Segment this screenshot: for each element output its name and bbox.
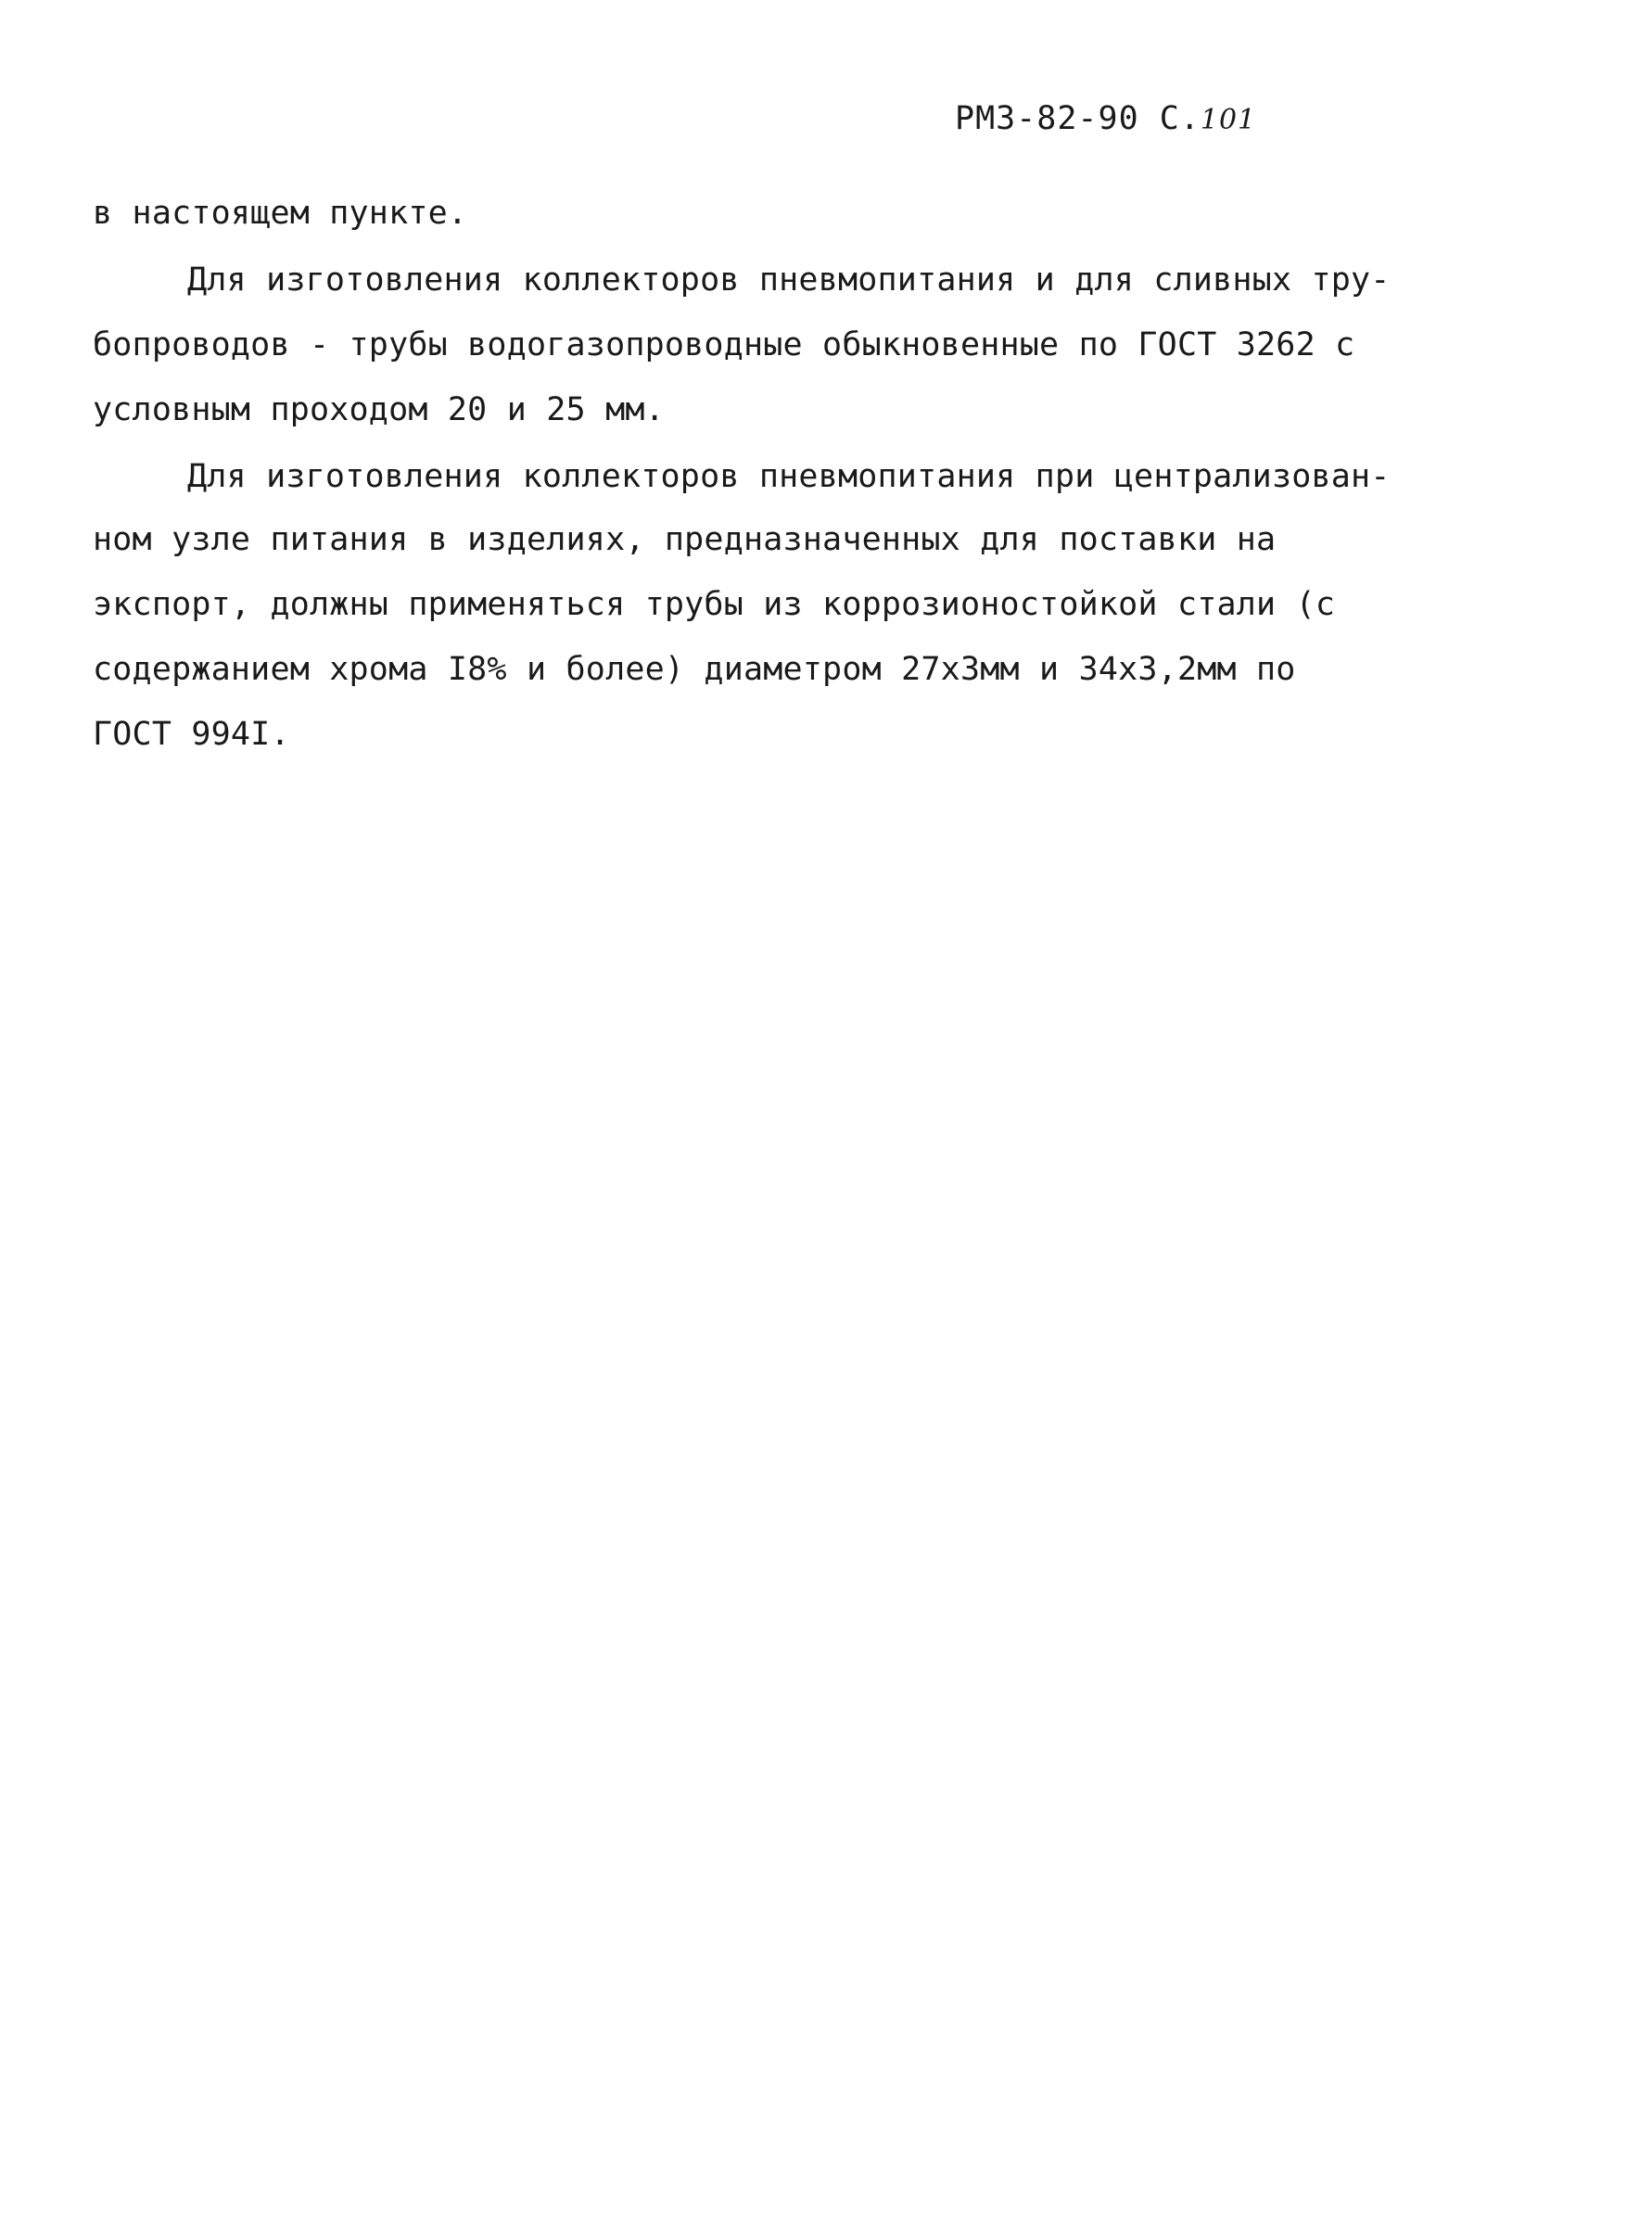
paragraph-2-line-1: Для изготовления коллекторов пневмопитания при централизован- xyxy=(187,458,1391,495)
document-code: РМЗ-82-90 С. xyxy=(955,100,1201,137)
paragraph-1-line-2: бопроводов - трубы водогазопроводные обыкновенные по ГОСТ 3262 с xyxy=(93,326,1355,363)
paragraph-1-line-1: Для изготовления коллекторов пневмопитания и для сливных тру- xyxy=(187,261,1391,299)
text-line-1: в настоящем пункте. xyxy=(93,195,468,232)
paragraph-2-line-4: содержанием хрома I8% и более) диаметром 27х3мм и 34х3,2мм по xyxy=(93,651,1296,688)
paragraph-2-line-5: ГОСТ 994I. xyxy=(93,716,290,753)
paragraph-2-line-2: ном узле питания в изделиях, предназначенных для поставки на xyxy=(93,521,1277,558)
paragraph-2-line-3: экспорт, должны применяться трубы из коррозионостойкой стали (с xyxy=(93,586,1336,623)
paragraph-1-line-3: условным проходом 20 и 25 мм. xyxy=(93,391,665,428)
page-header xyxy=(955,100,1256,137)
page-number: 101 xyxy=(1200,104,1257,136)
